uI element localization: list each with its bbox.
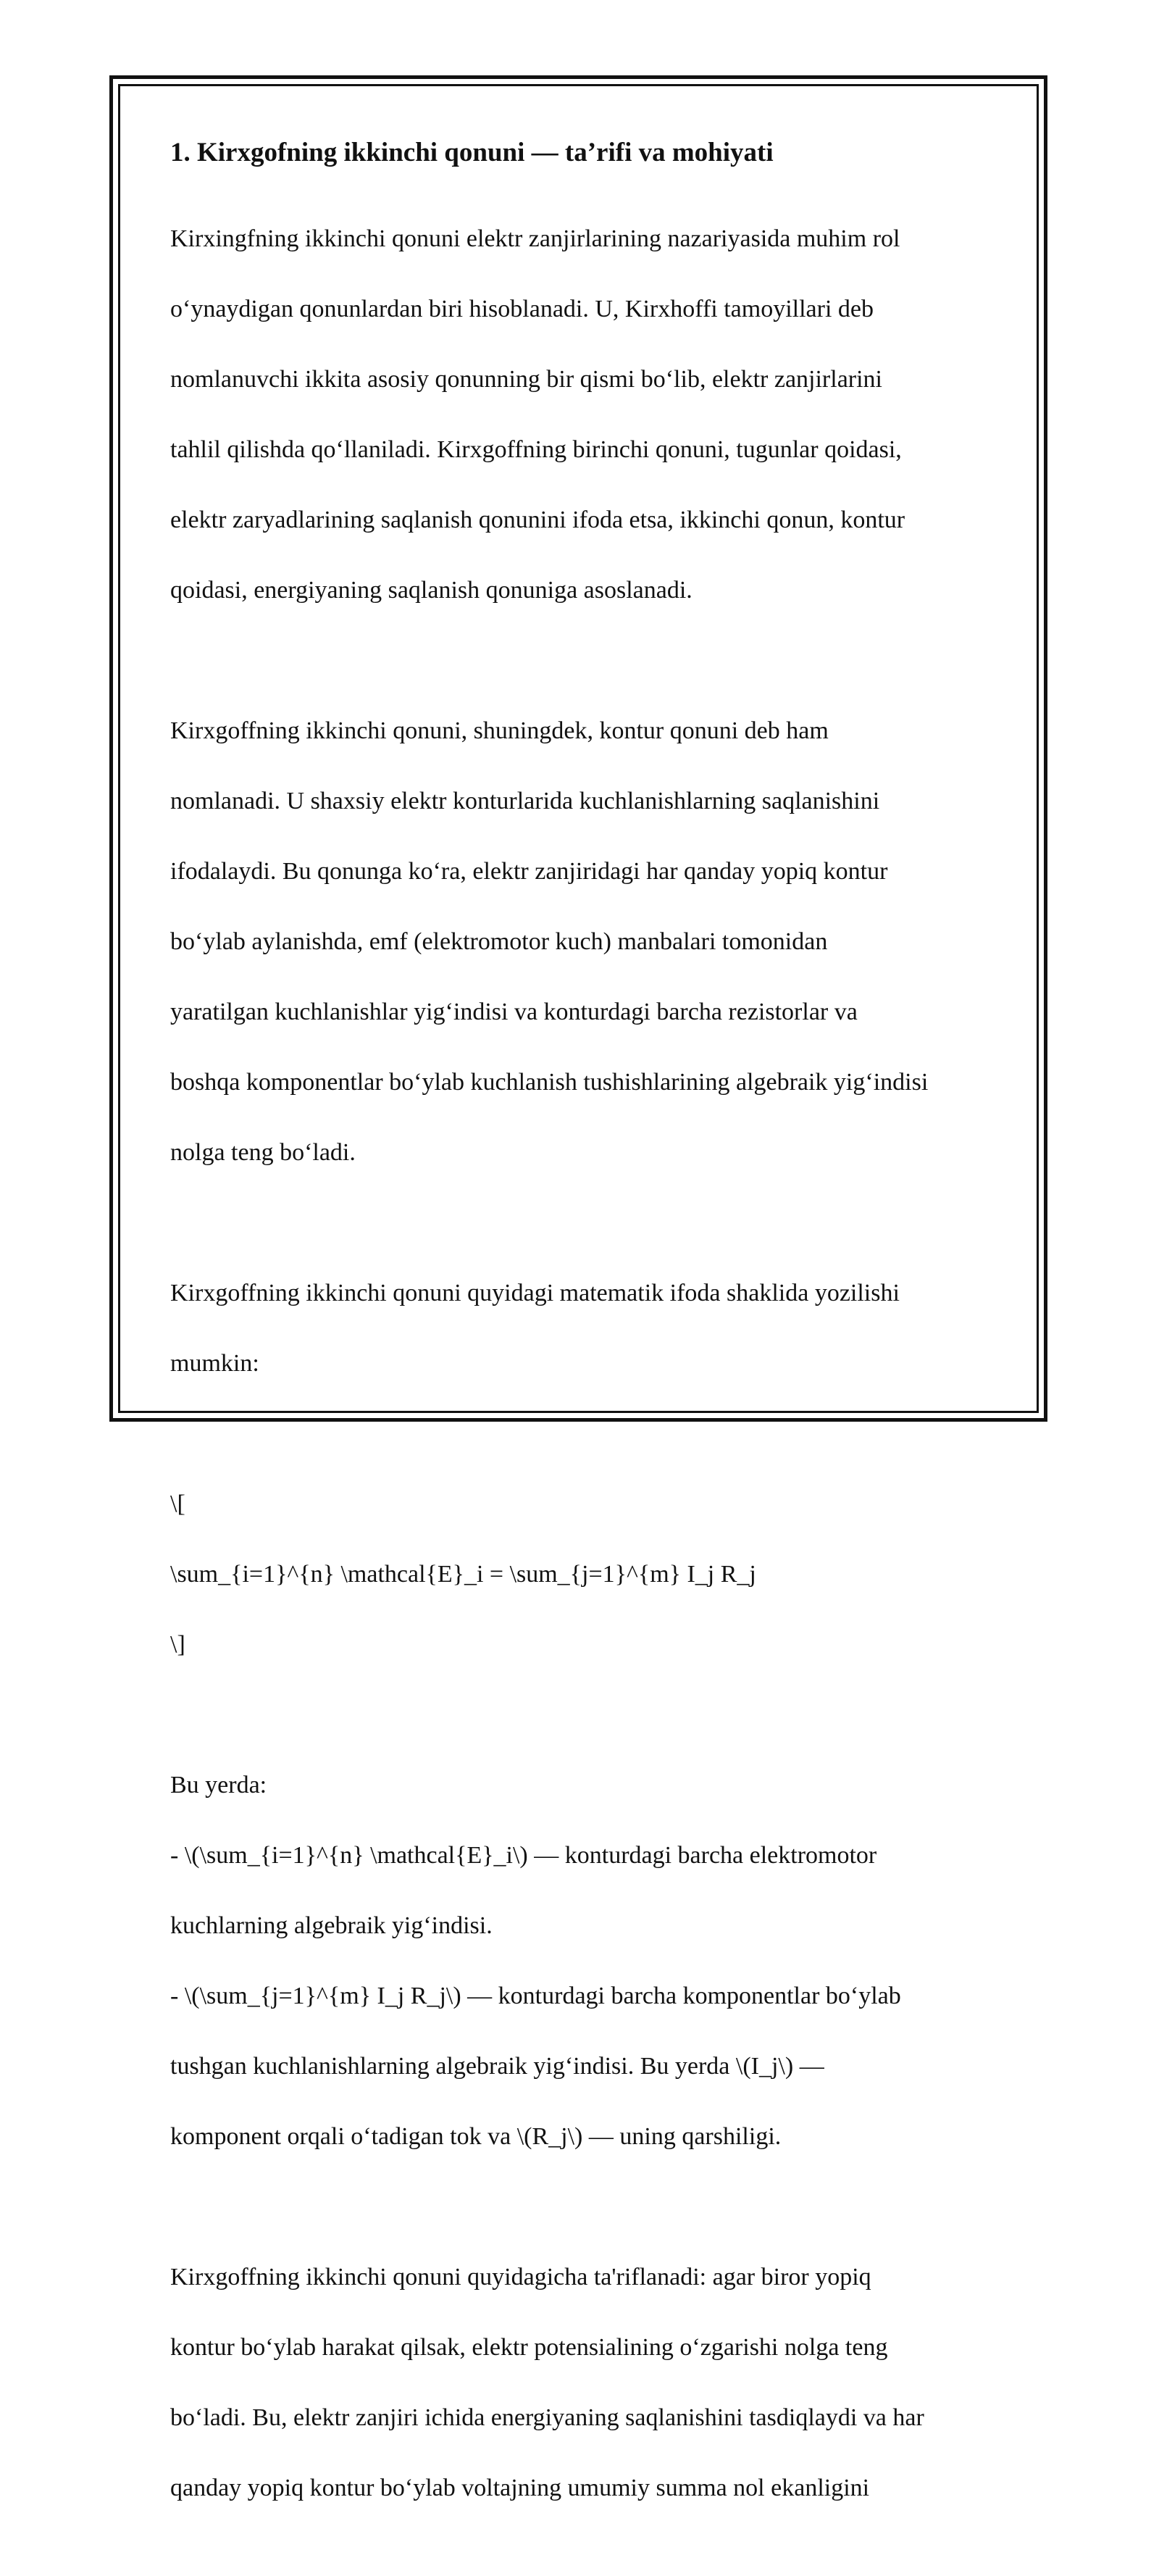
text-line: yaratilgan kuchlanishlar yig‘indisi va konturdagi barcha rezistorlar va (170, 998, 858, 1025)
text-line: qoidasi, energiyaning saqlanish qonuniga asoslanadi. (170, 576, 693, 604)
text-line: Kirxgoffning ikkinchi qonuni quyidagicha ta'riflanadi: agar biror yopiq (170, 2263, 871, 2291)
formula-line: \[ (170, 1490, 185, 1517)
text-line: bo‘ylab aylanishda, emf (elektromotor kuch) manbalari tomonidan (170, 928, 828, 955)
text-line: qanday yopiq kontur bo‘ylab voltajning umumiy summa nol ekanligini (170, 2474, 870, 2501)
document-body (170, 135, 996, 2576)
text-line: nomlanadi. U shaxsiy elektr konturlarida kuchlanishlarning saqlanishini (170, 787, 880, 814)
formula-block (170, 1451, 996, 1698)
text-line: Kirxgoffning ikkinchi qonuni, shuningdek, kontur qonuni deb ham (170, 717, 829, 744)
paragraph-definitions (170, 1733, 996, 2190)
text-line: tahlil qilishda qo‘llaniladi. Kirxgoffning birinchi qonuni, tugunlar qoidasi, (170, 435, 902, 463)
formula-line: \sum_{i=1}^{n} \mathcal{E}_i = \sum_{j=1}^{m} I_j R_j (170, 1560, 756, 1588)
text-line: kontur bo‘ylab harakat qilsak, elektr potensialining o‘zgarishi nolga teng (170, 2333, 888, 2361)
paragraph-intro (170, 186, 996, 643)
text-line: kuchlarning algebraik yig‘indisi. (170, 1912, 493, 1939)
section-heading: 1. Kirxgofning ikkinchi qonuni — ta’rifi va mohiyati (170, 138, 774, 167)
text-line: elektr zaryadlarining saqlanish qonunini ifoda etsa, ikkinchi qonun, kontur (170, 506, 905, 533)
text-line: komponent orqali o‘tadigan tok va \(R_j\) — uning qarshiligi. (170, 2122, 782, 2150)
paragraph-formula-intro (170, 1241, 996, 1417)
text-line: ifodalaydi. Bu qonunga ko‘ra, elektr zanjiridagi har qanday yopiq kontur (170, 857, 888, 885)
text-line: tushgan kuchlanishlarning algebraik yig‘indisi. Bu yerda \(I_j\) — (170, 2052, 824, 2080)
text-line: mumkin: (170, 1349, 259, 1377)
text-line: bo‘ladi. Bu, elektr zanjiri ichida energiyaning saqlanishini tasdiqlaydi va har (170, 2404, 924, 2431)
text-line: nomlanuvchi ikkita asosiy qonunning bir qismi bo‘lib, elektr zanjirlarini (170, 365, 882, 393)
text-line: - \(\sum_{j=1}^{m} I_j R_j\) — konturdagi barcha komponentlar bo‘ylab (170, 1982, 901, 2009)
text-line: nolga teng bo‘ladi. (170, 1138, 356, 1166)
text-line: o‘ynaydigan qonunlardan biri hisoblanadi. U, Kirxhoffi tamoyillari deb (170, 295, 874, 322)
text-line: boshqa komponentlar bo‘ylab kuchlanish tushishlarining algebraik yig‘indisi (170, 1068, 929, 1096)
text-line: - \(\sum_{i=1}^{n} \mathcal{E}_i\) — konturdagi barcha elektromotor (170, 1841, 877, 1869)
paragraph-definition-statement (170, 2225, 996, 2541)
paragraph-contour-law (170, 678, 996, 1206)
text-line: Kirxingfning ikkinchi qonuni elektr zanjirlarining nazariyasida muhim rol (170, 225, 900, 252)
text-line: Kirxgoffning ikkinchi qonuni quyidagi matematik ifoda shaklida yozilishi (170, 1279, 900, 1306)
text-line: Bu yerda: (170, 1771, 267, 1798)
formula-line: \] (170, 1630, 185, 1658)
